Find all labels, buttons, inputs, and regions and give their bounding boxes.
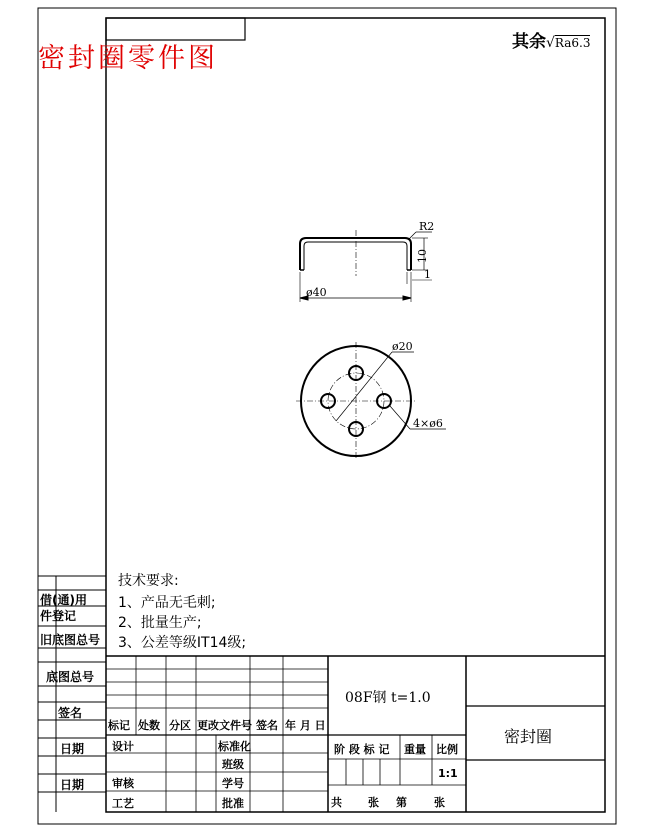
dim-holes: 4×ø6 bbox=[413, 417, 443, 430]
sheet-unit-2: 张 bbox=[434, 796, 445, 809]
roughness-note bbox=[512, 27, 590, 52]
dim-outer-diameter: ø40 bbox=[306, 286, 327, 299]
dim-radius: R2 bbox=[419, 220, 435, 233]
roughness-prefix: 其余 bbox=[512, 32, 546, 52]
tech-heading: 技术要求: bbox=[118, 573, 179, 589]
label-design: 设计 bbox=[112, 740, 134, 753]
scale-header: 比例 bbox=[436, 743, 458, 756]
rev-header-count: 处数 bbox=[138, 719, 160, 732]
roughness-symbol-icon: √ bbox=[546, 35, 555, 51]
label-standardization: 标准化 bbox=[218, 740, 251, 753]
dim-thickness: 1 bbox=[424, 268, 431, 281]
side-old-drawing: 旧底图总号 bbox=[40, 633, 101, 647]
label-approve: 批准 bbox=[222, 797, 244, 810]
part-name: 密封圈 bbox=[504, 727, 553, 746]
label-process: 工艺 bbox=[112, 797, 134, 810]
roughness-value: Ra6.3 bbox=[554, 36, 591, 50]
sheets-unit: 张 bbox=[368, 796, 379, 809]
rev-header-sign: 签名 bbox=[256, 719, 278, 732]
label-class: 班级 bbox=[222, 758, 244, 771]
dim-pitch-diameter: ø20 bbox=[392, 340, 413, 353]
side-date-2: 日期 bbox=[60, 778, 85, 792]
rev-header-doc: 更改文件号 bbox=[197, 719, 252, 732]
tech-item-2: 2、批量生产; bbox=[118, 615, 202, 631]
scale-value: 1:1 bbox=[438, 767, 458, 780]
tech-item-1: 1、产品无毛刺; bbox=[118, 595, 216, 611]
side-borrowed: 借(通)用 bbox=[40, 593, 87, 607]
top-view bbox=[296, 342, 446, 460]
sheets-total-label: 共 bbox=[331, 796, 342, 809]
sheet-no-label: 第 bbox=[396, 796, 407, 809]
side-registration: 件登记 bbox=[40, 609, 77, 623]
label-student-no: 学号 bbox=[222, 777, 244, 790]
stage-header: 阶 段 标 记 bbox=[334, 743, 390, 756]
dim-height: 10 bbox=[416, 249, 429, 263]
side-signature: 签名 bbox=[58, 706, 83, 720]
rev-header-mark: 标记 bbox=[108, 719, 130, 732]
side-base-drawing: 底图总号 bbox=[46, 670, 95, 684]
tech-item-3: 3、公差等级IT14级; bbox=[118, 635, 247, 651]
side-date-1: 日期 bbox=[60, 742, 85, 756]
material-spec: 08F钢 t=1.0 bbox=[345, 690, 431, 706]
label-check: 审核 bbox=[112, 777, 134, 790]
drawing-title: 密封圈零件图 bbox=[38, 43, 218, 74]
rev-header-zone: 分区 bbox=[169, 719, 191, 732]
rev-header-date: 年 月 日 bbox=[285, 719, 326, 732]
weight-header: 重量 bbox=[404, 743, 426, 756]
